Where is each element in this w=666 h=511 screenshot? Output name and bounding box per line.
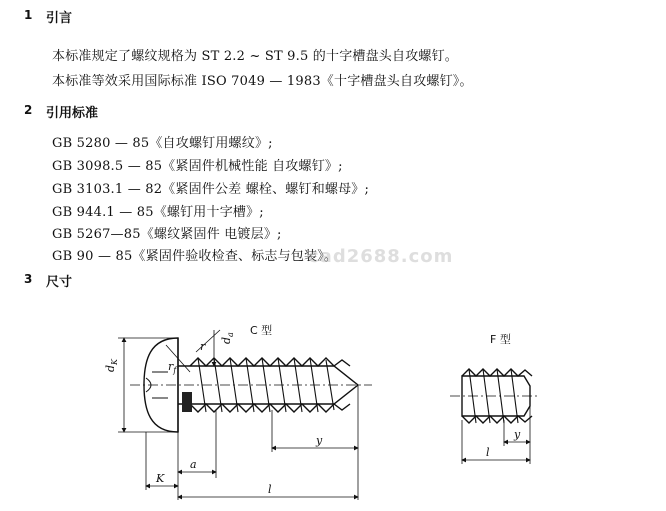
dim-dk-label: $d_K$ [104, 358, 120, 372]
section-3-title: 尺寸 [46, 275, 73, 290]
section-2-title: 引用标准 [46, 106, 99, 121]
section-3-number: 3 [24, 272, 33, 286]
reference-item: GB 5280 — 85《自攻螺钉用螺纹》; [52, 136, 273, 151]
reference-item: GB 944.1 — 85《螺钉用十字槽》; [52, 205, 264, 220]
type-f-screw [450, 369, 540, 423]
section-2-number: 2 [24, 103, 33, 117]
figure-type-c-label: C 型 [250, 324, 273, 337]
intro-line-2: 本标准等效采用国际标准 ISO 7049 — 1983《十字槽盘头自攻螺钉》。 [52, 74, 473, 89]
dim-rf-label: $r_f$ [168, 360, 177, 376]
dim-da-label: $d_a$ [220, 332, 236, 344]
reference-item: GB 5267—85《螺纹紧固件 电镀层》; [52, 227, 282, 242]
reference-item: GB 90 — 85《紧固件验收检查、标志与包装》。 [52, 249, 338, 264]
section-1-number: 1 [24, 8, 33, 22]
dim-y-label: y [316, 434, 323, 447]
dim-f-l-label: l [486, 446, 490, 459]
intro-line-1: 本标准规定了螺纹规格为 ST 2.2 ~ ST 9.5 的十字槽盘头自攻螺钉。 [52, 49, 458, 64]
watermark: cad2688.com [308, 246, 454, 267]
dim-r-label: r [200, 340, 206, 353]
type-c-screw [130, 338, 372, 432]
dim-l-label: l [268, 483, 272, 496]
dim-a-label: a [190, 458, 197, 471]
figure-type-f-label: F 型 [490, 333, 511, 346]
reference-item: GB 3103.1 — 82《紧固件公差 螺栓、螺钉和螺母》; [52, 182, 370, 197]
reference-item: GB 3098.5 — 85《紧固件机械性能 自攻螺钉》; [52, 159, 343, 174]
dim-f-y-label: y [514, 428, 521, 441]
section-1-title: 引言 [46, 11, 73, 26]
dim-k-label: K [156, 472, 165, 485]
